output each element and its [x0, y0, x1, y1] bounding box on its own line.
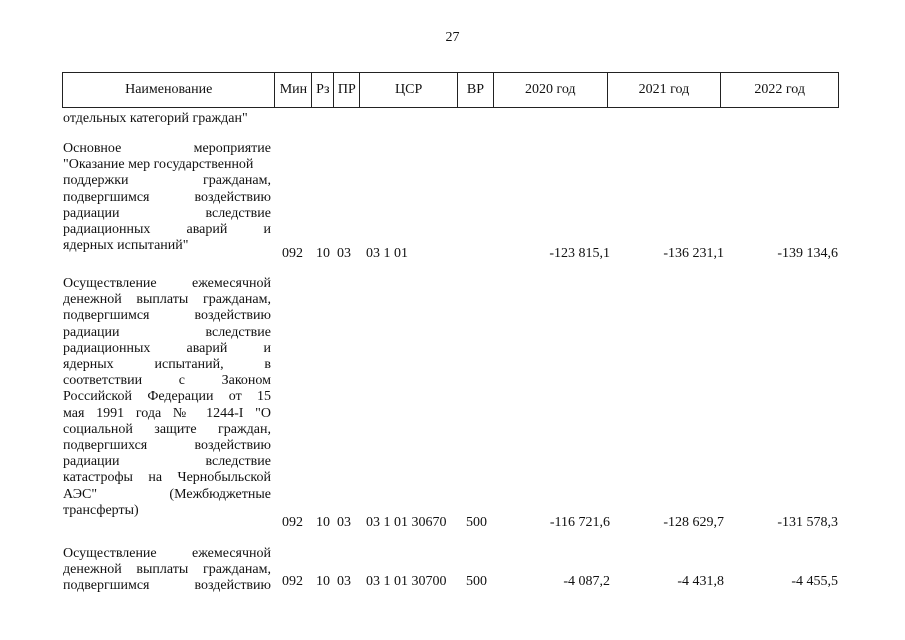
table-header	[62, 72, 839, 108]
row-1-2021: -128 629,7	[663, 515, 724, 530]
row-0-pr: 03	[337, 246, 351, 261]
row-0-name: Основное мероприятие "Оказание мер государственной поддержки гражданам, подвергшимся воздействию радиации вследствие радиационных аварий и ядерных испытаний"	[63, 141, 271, 254]
row-1-name: Осуществление ежемесячной денежной выплаты гражданам, подвергшимся воздействию радиации вследствие радиационных аварий и ядерных испытаний, в соответствии с Законом Российской Федерации от 15 мая 1991 года № 1244-I "О социальной защите граждан, подвергшихся воздействию радиации вследствие катастрофы на Чернобыльской АЭС" (Межбюджетные трансферты)	[63, 276, 271, 518]
row-0-rz: 10	[316, 246, 330, 261]
header-rz: Рз	[312, 73, 334, 107]
row-2-rz: 10	[316, 574, 330, 589]
row-0-2022: -139 134,6	[777, 246, 838, 261]
row-2-2021: -4 431,8	[677, 574, 724, 589]
row-2-min: 092	[282, 574, 303, 589]
continuation-text: отдельных категорий граждан"	[63, 111, 248, 126]
header-csr: ЦСР	[360, 73, 458, 107]
header-pr: ПР	[334, 73, 360, 107]
row-2-2022: -4 455,5	[791, 574, 838, 589]
row-2-pr: 03	[337, 574, 351, 589]
header-min: Мин	[275, 73, 312, 107]
row-0-csr: 03 1 01	[366, 246, 408, 261]
header-vr: ВР	[458, 73, 494, 107]
row-2-vr: 500	[466, 574, 487, 589]
row-1-min: 092	[282, 515, 303, 530]
header-2022: 2022 год	[754, 82, 805, 97]
page-number: 27	[445, 30, 460, 45]
row-2-name: Осуществление ежемесячной денежной выплаты гражданам, подвергшимся воздействию	[63, 546, 271, 594]
row-2-2020: -4 087,2	[563, 574, 610, 589]
header-2020: 2020 год	[494, 73, 608, 107]
row-0-2020: -123 815,1	[549, 246, 610, 261]
row-1-rz: 10	[316, 515, 330, 530]
row-0-2021: -136 231,1	[663, 246, 724, 261]
row-2-csr: 03 1 01 30700	[366, 574, 447, 589]
header-name: Наименование	[63, 73, 275, 107]
row-1-vr: 500	[466, 515, 487, 530]
row-1-csr: 03 1 01 30670	[366, 515, 447, 530]
row-1-2020: -116 721,6	[549, 515, 610, 530]
row-1-pr: 03	[337, 515, 351, 530]
header-2021: 2021 год	[608, 73, 722, 107]
row-0-min: 092	[282, 246, 303, 261]
row-1-2022: -131 578,3	[777, 515, 838, 530]
